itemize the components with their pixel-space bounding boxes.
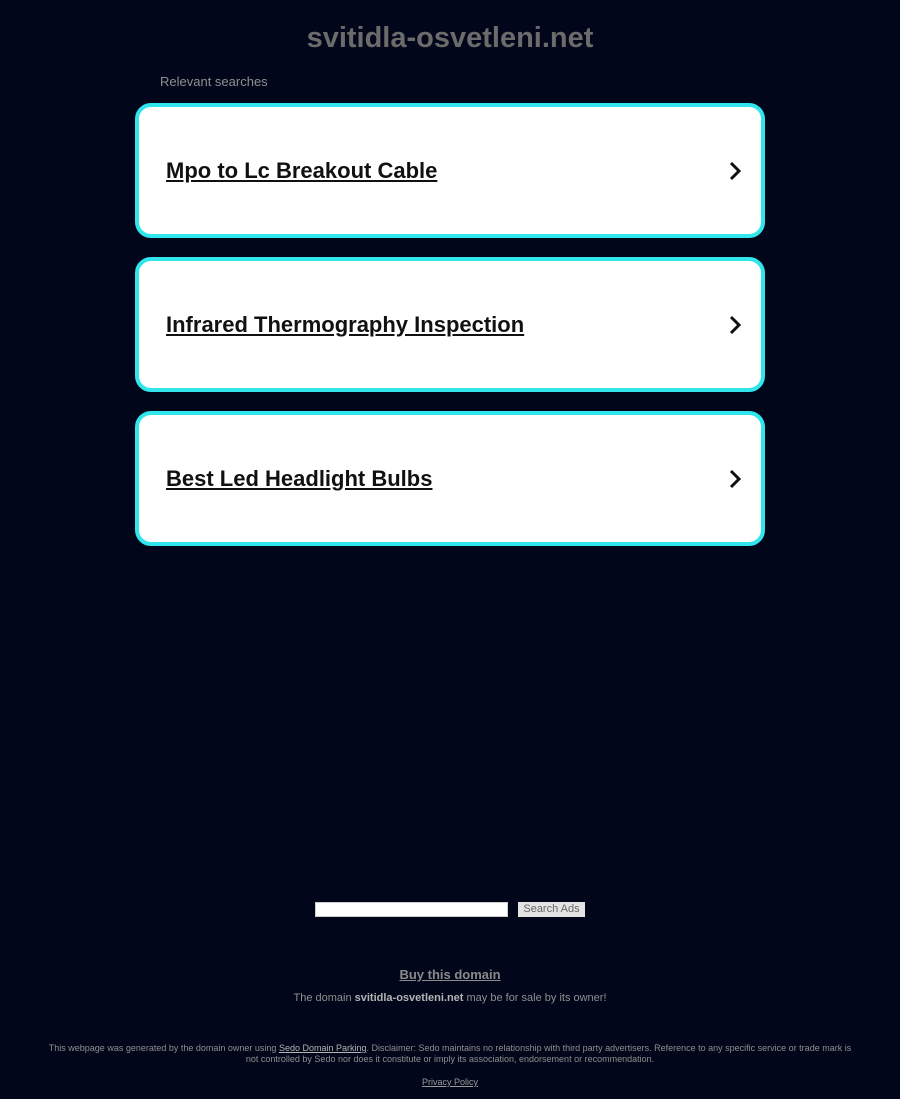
search-result-link[interactable]: Mpo to Lc Breakout Cable (166, 157, 438, 183)
sedo-parking-link[interactable]: Sedo Domain Parking (278, 1043, 367, 1053)
search-result-card[interactable] (135, 411, 765, 546)
search-result-card[interactable] (135, 103, 765, 238)
search-result-link[interactable]: Infrared Thermography Inspection (166, 311, 525, 337)
chevron-right-icon (725, 161, 745, 181)
search-ads-input[interactable] (315, 902, 508, 917)
disclaimer-prefix: This webpage was generated by the domain owner using (48, 1043, 279, 1053)
search-result-card[interactable] (135, 257, 765, 392)
search-result-link[interactable]: Best Led Headlight Bulbs (166, 465, 433, 491)
relevant-searches-label: Relevant searches (160, 74, 268, 89)
buy-domain-link[interactable]: Buy this domain (399, 967, 501, 982)
disclaimer-suffix: . Disclaimer: Sedo maintains no relationship with third party advertisers. Reference to any specific service or trade mark is not controlled by Sedo nor does it constitute or imply its association, endorsement or recommendation. (245, 1043, 852, 1064)
sale-prefix: The domain (293, 992, 355, 1004)
domain-sale-notice (0, 992, 900, 1004)
chevron-right-icon (725, 315, 745, 335)
chevron-right-icon (725, 469, 745, 489)
sale-domain: svitidla-osvetleni.net (354, 992, 464, 1004)
privacy-policy-link[interactable]: Privacy Policy (421, 1077, 478, 1087)
sale-suffix: may be for sale by its owner! (463, 992, 607, 1004)
search-ads-button[interactable]: Search Ads (518, 902, 585, 917)
disclaimer-text (45, 1043, 855, 1065)
domain-title: svitidla-osvetleni.net (306, 22, 594, 54)
